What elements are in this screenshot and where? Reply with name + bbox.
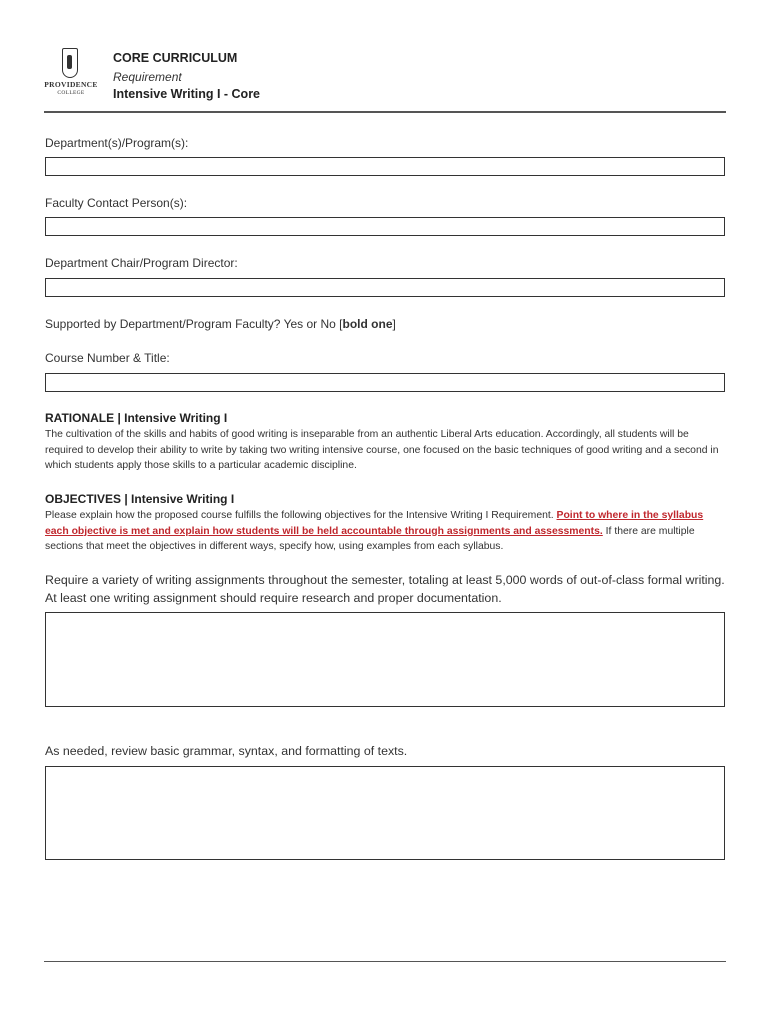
departments-input[interactable] [46, 160, 724, 177]
faculty-label: Faculty Contact Person(s): [45, 196, 188, 210]
header-divider [44, 111, 726, 113]
objectives-intro [45, 508, 725, 555]
supported-suffix: ] [392, 317, 396, 331]
shield-icon [62, 48, 78, 78]
chair-field [45, 278, 725, 297]
logo-wordmark: PROVIDENCE [44, 80, 98, 89]
objective-2-response-box [45, 766, 725, 860]
departments-label: Department(s)/Program(s): [45, 136, 189, 150]
logo-subword: COLLEGE [57, 90, 85, 96]
chair-label: Department Chair/Program Director: [45, 256, 238, 270]
page-title: CORE CURRICULUM [113, 51, 238, 65]
course-field [45, 373, 725, 392]
supported-question [45, 317, 396, 331]
rationale-heading: RATIONALE | Intensive Writing I [45, 411, 228, 425]
requirement-name: Intensive Writing I - Core [113, 87, 261, 101]
objectives-heading: OBJECTIVES | Intensive Writing I [45, 492, 235, 506]
objectives-intro-prefix: Please explain how the proposed course fulfills the following objectives for the Intensive Writing I Requirement. [45, 510, 557, 521]
objectives-intro-suffix: If there are multiple sections that meet the objectives in different ways, specify how, using examples from each syllabus. [45, 525, 695, 552]
page-subtitle: Requirement [113, 70, 182, 84]
objectives-intro-emphasis: Point to where in the syllabus each objective is met and explain how students will be held accountable through assignments and assessments. [45, 510, 704, 537]
chair-input[interactable] [46, 281, 724, 298]
faculty-input[interactable] [46, 220, 724, 237]
faculty-field [45, 217, 725, 236]
objective-1-text: Require a variety of writing assignments throughout the semester, totaling at least 5,000 words of out-of-class formal writing. At least one writing assignment should require research and proper documentation. [45, 573, 725, 605]
objective-1-response[interactable] [46, 613, 724, 706]
departments-field [45, 157, 725, 176]
supported-prefix: Supported by Department/Program Faculty? Yes or No [ [45, 317, 343, 331]
course-label: Course Number & Title: [45, 351, 170, 365]
objective-1-response-box [45, 612, 725, 707]
objective-2-response[interactable] [46, 767, 724, 859]
rationale-text: The cultivation of the skills and habits of good writing is inseparable from an authentic Liberal Arts education. Accordingly, all students will be required to develop their ability to write by taking two writing intensive course, one focused on the basic techniques of good writing and a second in which students apply those skills to a particular academic discipline. [45, 429, 719, 471]
college-logo [44, 48, 98, 100]
supported-bold-hint: bold one [342, 317, 393, 331]
footer-divider [44, 961, 726, 962]
objective-2-text: As needed, review basic grammar, syntax, and formatting of texts. [45, 744, 408, 758]
course-input[interactable] [46, 376, 724, 393]
